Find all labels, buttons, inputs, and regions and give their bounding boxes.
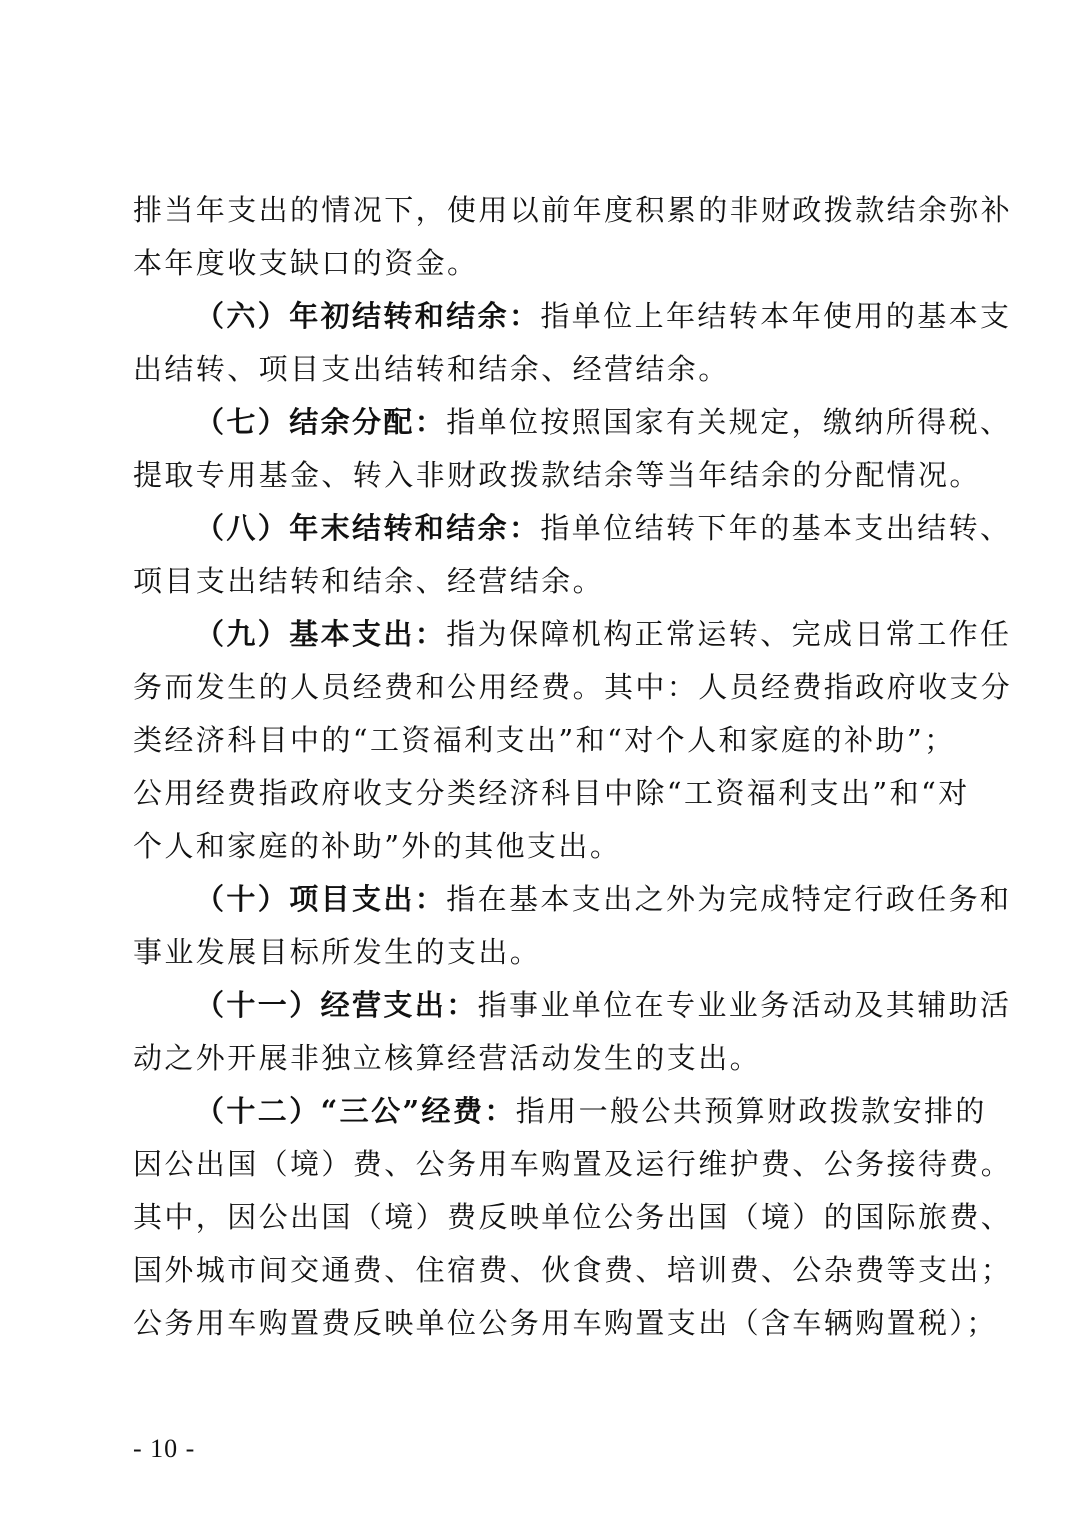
- section-8-heading-line: [195, 508, 1012, 548]
- body-line-4: [133, 349, 933, 389]
- body-line-22: [133, 1303, 998, 1343]
- section-heading: （六）年初结转和结余：: [195, 299, 541, 333]
- line-text: 指单位结转下年的基本支出结转、: [540, 511, 1012, 545]
- line-text: 其中，因公出国（境）费反映单位公务出国（境）的国际旅费、: [133, 1200, 1013, 1234]
- line-text: 个人和家庭的补助”外的其他支出。: [133, 829, 622, 863]
- line-text: 公务用车购置费反映单位公务用车购置支出（含车辆购置税）；: [133, 1306, 998, 1340]
- line-text: 国外城市间交通费、住宿费、伙食费、培训费、公杂费等支出；: [133, 1253, 1013, 1287]
- section-11-heading-line: [195, 985, 1012, 1025]
- line-text: 出结转、项目支出结转和结余、经营结余。: [133, 352, 730, 386]
- section-heading: （十一）经营支出：: [195, 988, 478, 1022]
- body-line-13: [133, 826, 933, 866]
- line-text: 事业发展目标所发生的支出。: [133, 935, 542, 969]
- line-text: 项目支出结转和结余、经营结余。: [133, 564, 605, 598]
- section-heading: （八）年末结转和结余：: [195, 511, 541, 545]
- body-line-17: [133, 1038, 933, 1078]
- section-heading: （九）基本支出：: [195, 617, 447, 651]
- line-text: 指为保障机构正常运转、完成日常工作任: [446, 617, 1012, 651]
- section-heading: （七）结余分配：: [195, 405, 447, 439]
- body-line-6: [133, 455, 981, 495]
- line-text: 本年度收支缺口的资金。: [133, 246, 479, 280]
- line-text: 务而发生的人员经费和公用经费。其中：人员经费指政府收支分: [133, 670, 1013, 704]
- line-text: 类经济科目中的“工资福利支出”和“对个人和家庭的补助”；: [133, 723, 956, 757]
- page-number: - 10 -: [133, 1434, 196, 1463]
- section-10-heading-line: [195, 879, 1012, 919]
- body-line-8: [133, 561, 933, 601]
- body-line-2: [133, 243, 933, 283]
- section-7-heading-line: [195, 402, 1012, 442]
- section-6-heading-line: [195, 296, 1012, 336]
- body-line-15: [133, 932, 933, 972]
- line-text: 指事业单位在专业业务活动及其辅助活: [477, 988, 1012, 1022]
- line-text: 动之外开展非独立核算经营活动发生的支出。: [133, 1041, 762, 1075]
- line-text: 指用一般公共预算财政拨款安排的: [515, 1094, 987, 1128]
- line-text: 因公出国（境）费、公务用车购置及运行维护费、公务接待费。: [133, 1147, 1013, 1181]
- body-line-1: [133, 190, 1013, 230]
- body-line-21: [133, 1250, 1013, 1290]
- body-line-10: [133, 667, 1013, 707]
- body-line-20: [133, 1197, 1013, 1237]
- section-12-heading-line: [195, 1091, 987, 1131]
- line-text: 指单位上年结转本年使用的基本支: [540, 299, 1012, 333]
- section-9-heading-line: [195, 614, 1012, 654]
- line-text: 排当年支出的情况下，使用以前年度积累的非财政拨款结余弥补: [133, 193, 1013, 227]
- section-heading: （十）项目支出：: [195, 882, 447, 916]
- line-text: 指单位按照国家有关规定，缴纳所得税、: [446, 405, 1012, 439]
- section-heading: （十二）“三公”经费：: [195, 1094, 516, 1128]
- body-line-11: [133, 720, 956, 760]
- body-line-19: [133, 1144, 1013, 1184]
- line-text: 提取专用基金、转入非财政拨款结余等当年结余的分配情况。: [133, 458, 981, 492]
- body-line-12: [133, 773, 970, 813]
- line-text: 指在基本支出之外为完成特定行政任务和: [446, 882, 1012, 916]
- line-text: 公用经费指政府收支分类经济科目中除“工资福利支出”和“对: [133, 776, 970, 810]
